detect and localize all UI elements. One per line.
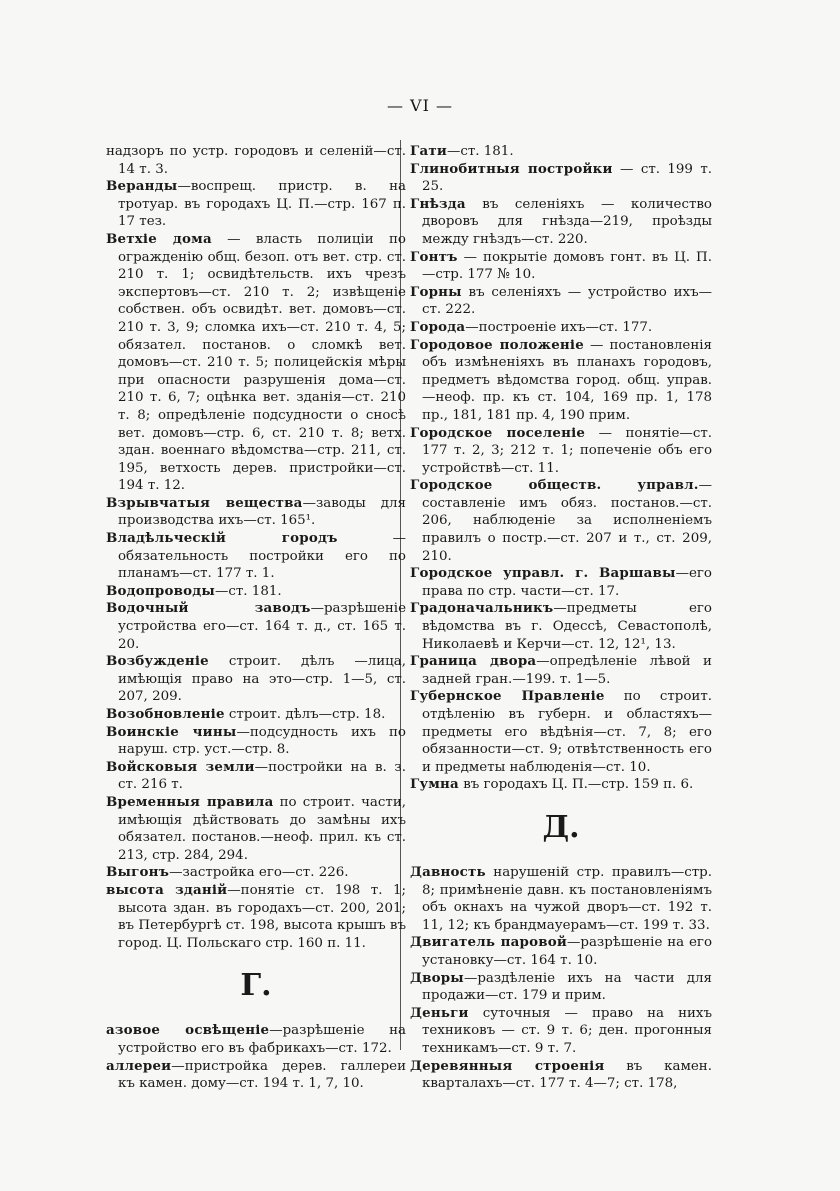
entry-term: Взрывчатыя вещества [106, 494, 303, 511]
entry-term: Войсковыя земли [106, 758, 255, 775]
entry-term: Города [410, 318, 466, 335]
entry-text: —его права по стр. части—ст. 17. [422, 566, 712, 599]
entry-term: Гнѣзда [410, 195, 466, 212]
entry-term: Водочный заводъ [106, 600, 311, 617]
index-entry [106, 759, 406, 794]
entry-text: —заводы для производства ихъ—ст. 165¹. [118, 495, 406, 529]
g-entries [106, 1022, 406, 1092]
index-entry [106, 864, 406, 882]
entry-text: строит. дѣлъ —лица, имѣющія право на это—стр. 1—5, ст. 207, 209. [118, 654, 406, 705]
entry-term: Дворы [410, 969, 464, 986]
index-entry [410, 653, 712, 688]
entry-term: Деньги [410, 1004, 469, 1021]
entry-text: —разрѣшеніе устройства его—ст. 164 т. д., ст. 165 т. 20. [118, 601, 406, 652]
entry-text: — обязательность постройки его по планамъ—ст. 177 т. 1. [118, 531, 406, 582]
index-entry [410, 143, 712, 161]
entry-text: по строит. части, имѣющія дѣйствовать до замѣны ихъ обязател. постанов.—неоф. прил. къ ст. 213, стр. 284, 294. [118, 794, 407, 863]
index-entry [106, 495, 406, 530]
entry-text: —составленіе имъ обяз. постанов.—ст. 206, наблюденіе за исполненіемъ правилъ о постр.—ст. 207 и т., ст. 209, 210. [422, 478, 712, 564]
index-entry [106, 1022, 406, 1057]
entry-text: —ст. 181. [446, 144, 514, 159]
index-entry [106, 530, 406, 583]
entry-text: — власть полиціи по огражденію общ. безоп. отъ вет. стр. ст. 210 т. 1; освидѣтельств. ихъ чрезъ экспертовъ—ст. 210 т. 2; извѣщеніе собствен. объ освидѣт. вет. домовъ—ст. 210 т. 3, 9; сломка ихъ—ст. 210 т. 4, 5; обязател. постанов. о сломкѣ вет. домовъ—ст. 210 т. 5; полицейскія мѣры при опасности разрушенія дома—ст. 210 т. 6, 7; оцѣнка вет. зданія—ст. 210 т. 8; опредѣленіе подсудности о сносѣ вет. домовъ—стр. 6, ст. 210 т. 8; ветх. здан. военнаго вѣдомства—стр. 211, ст. 195, ветхость дерев. пристройки—ст. 194 т. 12. [118, 231, 406, 494]
index-entry [410, 477, 712, 565]
entry-term: Горны [410, 283, 462, 300]
entry-term: Гонтъ [410, 248, 458, 265]
index-entry [410, 1005, 712, 1058]
entry-term: Глинобитныя постройки [410, 160, 613, 177]
entry-text: —разрѣшеніе на устройство его въ фабрикахъ—ст. 172. [118, 1023, 406, 1056]
entry-term: Градоначальникъ [410, 600, 554, 617]
index-entry [106, 1058, 406, 1093]
index-entry [410, 319, 712, 337]
entry-text: —построеніе ихъ—ст. 177. [465, 319, 653, 335]
index-entry [410, 249, 712, 284]
entry-text: — понятіе—ст. 177 т. 2, 3; 212 т. 1; попеченіе объ его устройствѣ—ст. 11. [422, 425, 712, 476]
entry-term: Временныя правила [106, 793, 274, 810]
entry-text: строит. дѣлъ—стр. 18. [224, 707, 386, 722]
index-entry [106, 583, 406, 601]
index-entry [410, 565, 712, 600]
entry-term: Веранды [106, 178, 178, 195]
entry-term: Давность [410, 863, 486, 880]
entry-text: по строит. отдѣленію въ губерн. и областяхъ—предметы его вѣдѣнія—ст. 7, 8; его обязанности—ст. 9; отвѣтственность его и предметы наблюденія—ст. 10. [422, 689, 712, 775]
entry-term: Гати [410, 143, 447, 159]
entry-term: Возбужденіе [106, 653, 209, 670]
entry-term: Городское обществ. управл. [410, 477, 699, 494]
index-entry [410, 196, 712, 249]
index-entry [410, 864, 712, 934]
entry-text: въ городахъ Ц. П.—стр. 159 п. 6. [458, 777, 694, 793]
right-column [410, 143, 712, 1093]
entry-text: —постройки на в. з. ст. 216 т. [118, 759, 406, 793]
index-entry [106, 794, 406, 864]
index-entry [410, 600, 712, 653]
entry-term: Городское поселеніе [410, 424, 586, 441]
index-entry [106, 724, 406, 759]
entry-text: —предметы его вѣдомства въ г. Одессѣ, Севастополѣ, Николаевѣ и Керчи—ст. 12, 12¹, 13. [422, 601, 712, 652]
index-entry [106, 178, 406, 231]
index-entry [106, 882, 406, 952]
index-entry [410, 776, 712, 794]
entry-term: Городское управл. г. Варшавы [410, 565, 676, 582]
entry-text: въ селеніяхъ — количество дворовъ для гнѣзда—219, проѣзды между гнѣздъ—ст. 220. [422, 196, 712, 247]
entry-text: суточныя — право на нихъ техниковъ — ст. 9 т. 6; ден. прогонныя техникамъ—ст. 9 т. 7. [422, 1005, 712, 1056]
d-entries [410, 864, 712, 1093]
entry-text: —раздѣленіе ихъ на части для продажи—ст. 179 и прим. [422, 970, 712, 1004]
entry-term: Возобновленіе [106, 706, 225, 722]
entry-term: Двигатель паровой [410, 934, 567, 951]
entry-text: —ст. 181. [215, 583, 282, 599]
index-entry [106, 653, 406, 706]
entry-text: въ камен. кварталахъ—ст. 177 т. 4—7; ст. 178, [422, 1058, 712, 1092]
entry-term: Гумна [410, 776, 459, 793]
entry-term: Выгонъ [106, 864, 170, 881]
entry-text: надзоръ по устр. городовъ и селеній—ст. 14 т. 3. [106, 144, 406, 177]
right-entries [410, 143, 712, 794]
index-entry [106, 706, 406, 724]
entry-term: Городовое положеніе [410, 336, 584, 353]
entry-term: Губернское Правленіе [410, 688, 605, 705]
left-entries [106, 143, 406, 952]
entry-term: азовое освѣщеніе [106, 1022, 270, 1039]
index-entry [410, 1058, 712, 1093]
entry-text: —опредѣленіе лѣвой и задней гран.—199. т. 1—5. [422, 654, 712, 687]
section-letter-g: Г. [240, 968, 272, 1004]
index-entry [106, 143, 406, 178]
entry-text: —застройка его—ст. 226. [169, 865, 349, 881]
entry-term: Владѣльческій городъ [106, 530, 338, 547]
entry-text: —подсудность ихъ по наруш. стр. уст.—стр. 8. [118, 724, 406, 758]
entry-text: — ст. 199 т. 25. [422, 161, 712, 195]
entry-term: аллереи [106, 1057, 172, 1074]
index-entry [410, 284, 712, 319]
entry-text: —воспрещ. пристр. в. на тротуар. въ городахъ Ц. П.—стр. 167 п. 17 тез. [118, 179, 406, 230]
index-entry [410, 425, 712, 478]
index-entry [410, 970, 712, 1005]
section-letter-d: Д. [542, 809, 580, 845]
entry-text: — покрытіе домовъ гонт. въ Ц. П.—стр. 177 № 10. [422, 249, 712, 283]
index-entry [410, 161, 712, 196]
index-entry [106, 231, 406, 495]
entry-text: —понятіе ст. 198 т. 1; высота здан. въ городахъ—ст. 200, 201; въ Петербургѣ ст. 198, высота крышъ въ город. Ц. Польскаго стр. 160 п. 11. [118, 882, 406, 951]
index-entry [106, 600, 406, 653]
page-header: — VI — [386, 96, 454, 115]
entry-text: — постановленія объ измѣненіяхъ въ планахъ городовъ, предметъ вѣдомства город. общ. управ.—неоф. пр. къ ст. 104, 169 пр. 1, 178 пр., 181, 181 пр. 4, 190 прим. [422, 337, 712, 423]
entry-term: Водопроводы [106, 582, 215, 599]
entry-text: —пристройка дерев. галлереи къ камен. дому—ст. 194 т. 1, 7, 10. [118, 1058, 406, 1092]
entry-term: Ветхіе дома [106, 230, 212, 247]
entry-text: —разрѣшеніе на его установку—ст. 164 т. 10. [422, 935, 713, 968]
entry-text: нарушеній стр. правилъ—стр. 8; примѣненіе давн. къ постановленіямъ объ окнахъ на чужой дворъ—ст. 192 т. 11, 12; къ брандмауерамъ—ст. 199 т. 33. [422, 864, 712, 933]
left-column [106, 143, 406, 1093]
index-entry [410, 337, 712, 425]
entry-term: Граница двора [410, 653, 537, 670]
entry-text: въ селеніяхъ — устройство ихъ—ст. 222. [422, 284, 712, 318]
index-entry [410, 934, 712, 969]
entry-term: высота зданій [106, 881, 228, 898]
entry-term: Деревянныя строенія [410, 1057, 605, 1074]
entry-term: Воинскіе чины [106, 723, 237, 740]
index-entry [410, 688, 712, 776]
